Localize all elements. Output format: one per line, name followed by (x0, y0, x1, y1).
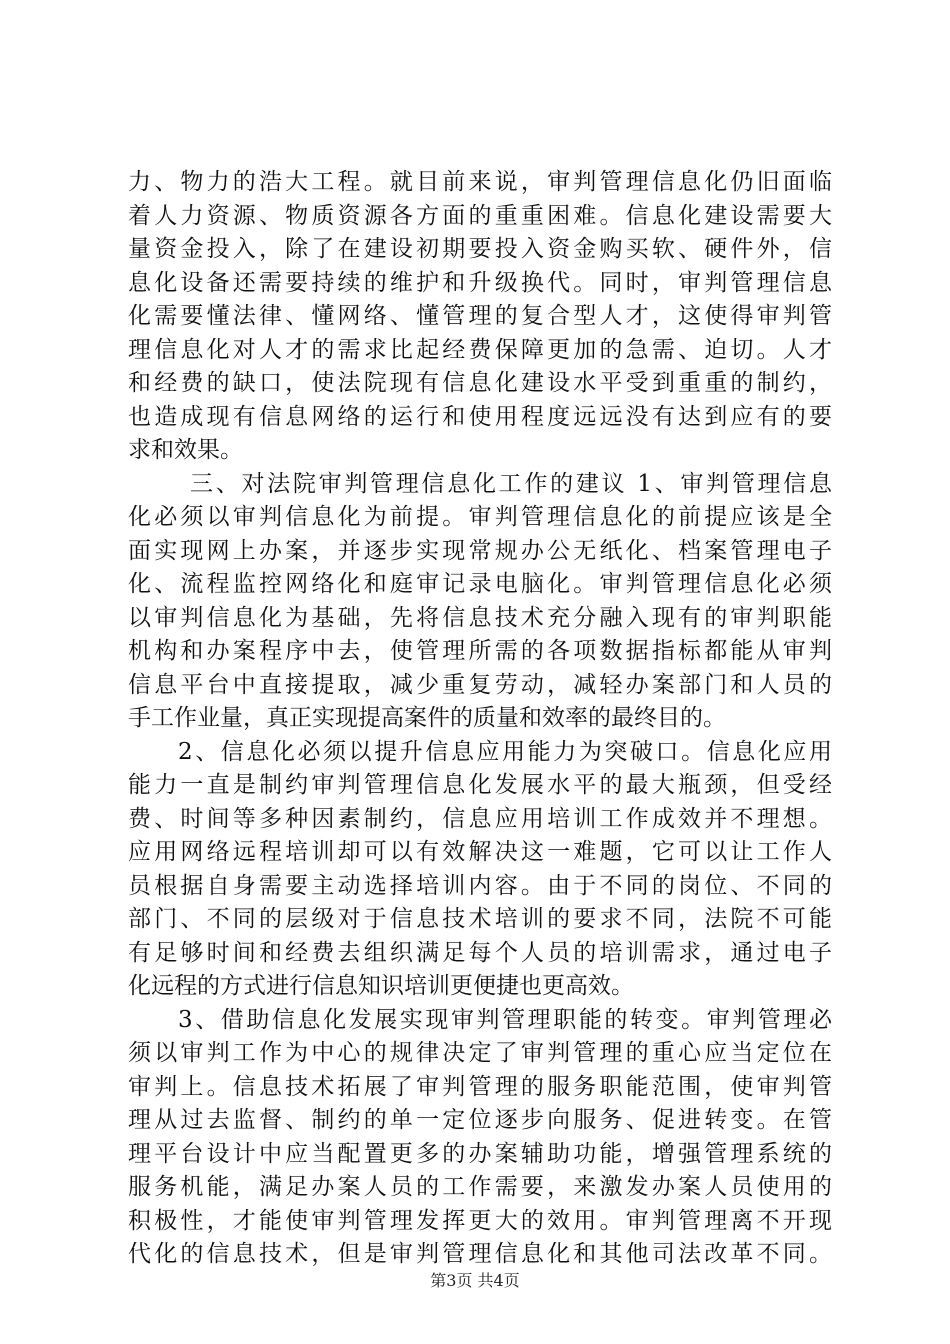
text-line: 须以审判工作为中心的规律决定了审判管理的重心应当定位在 (128, 1040, 832, 1066)
text-line: 化、流程监控网络化和庭审记录电脑化。审判管理信息化必须 (128, 571, 832, 597)
text-line: 审判上。信息技术拓展了审判管理的服务职能范围，使审判管 (128, 1073, 832, 1100)
body-text (128, 166, 832, 1272)
text-line: 服务机能，满足办案人员的工作需要，来激发办案人员使用的 (128, 1174, 832, 1200)
text-line: 能力一直是制约审判管理信息化发展水平的最大瓶颈，但受经 (128, 772, 832, 798)
paragraph-start-line: 3、借助信息化发展实现审判管理职能的转变。审判管理必 (178, 1006, 832, 1033)
text-line: 求和效果。 (128, 437, 243, 463)
text-line: 积极性，才能使审判管理发挥更大的效用。审判管理离不开现 (128, 1207, 832, 1234)
text-line: 化远程的方式进行信息知识培训更便捷也更高效。 (128, 973, 634, 999)
page-number-footer: 第3页 共4页 (430, 1271, 520, 1290)
text-line: 代化的信息技术，但是审判管理信息化和其他司法改革不同。 (128, 1241, 832, 1267)
text-line: 员根据自身需要主动选择培训内容。由于不同的岗位、不同的 (128, 872, 832, 899)
text-line: 也造成现有信息网络的运行和使用程度远远没有达到应有的要 (128, 403, 832, 430)
text-line: 和经费的缺口，使法院现有信息化建设水平受到重重的制约， (128, 370, 832, 396)
text-line: 有足够时间和经费去组织满足每个人员的培训需求，通过电子 (128, 939, 832, 966)
section-heading-line: 三、对法院审判管理信息化工作的建议 1、审判管理信息 (190, 470, 832, 497)
text-line: 力、物力的浩大工程。就目前来说，审判管理信息化仍旧面临 (128, 169, 832, 195)
text-line: 理从过去监督、制约的单一定位逐步向服务、促进转变。在管 (128, 1107, 832, 1133)
text-line: 手工作业量，真正实现提高案件的质量和效率的最终目的。 (128, 705, 726, 731)
text-line: 量资金投入，除了在建设初期要投入资金购买软、硬件外，信 (128, 236, 832, 262)
text-line: 着人力资源、物质资源各方面的重重困难。信息化建设需要大 (128, 202, 832, 229)
text-line: 信息平台中直接提取，减少重复劳动，减轻办案部门和人员的 (128, 671, 832, 698)
text-line: 费、时间等多种因素制约，信息应用培训工作成效并不理想。 (128, 805, 832, 832)
text-line: 机构和办案程序中去，使管理所需的各项数据指标都能从审判 (128, 638, 832, 664)
text-line: 面实现网上办案，并逐步实现常规办公无纸化、档案管理电子 (128, 537, 832, 564)
text-line: 应用网络远程培训却可以有效解决这一难题，它可以让工作人 (128, 839, 832, 865)
text-line: 部门、不同的层级对于信息技术培训的要求不同，法院不可能 (128, 906, 832, 932)
text-line: 理平台设计中应当配置更多的办案辅助功能，增强管理系统的 (128, 1140, 832, 1167)
paragraph-start-line: 2、信息化必须以提升信息应用能力为突破口。信息化应用 (178, 738, 832, 765)
text-line: 以审判信息化为基础，先将信息技术充分融入现有的审判职能 (128, 604, 832, 631)
text-line: 化需要懂法律、懂网络、懂管理的复合型人才，这使得审判管 (128, 303, 832, 329)
text-line: 化必须以审判信息化为前提。审判管理信息化的前提应该是全 (128, 504, 832, 530)
text-line: 息化设备还需要持续的维护和升级换代。同时，审判管理信息 (128, 269, 832, 296)
text-line: 理信息化对人才的需求比起经费保障更加的急需、迫切。人才 (128, 336, 832, 363)
